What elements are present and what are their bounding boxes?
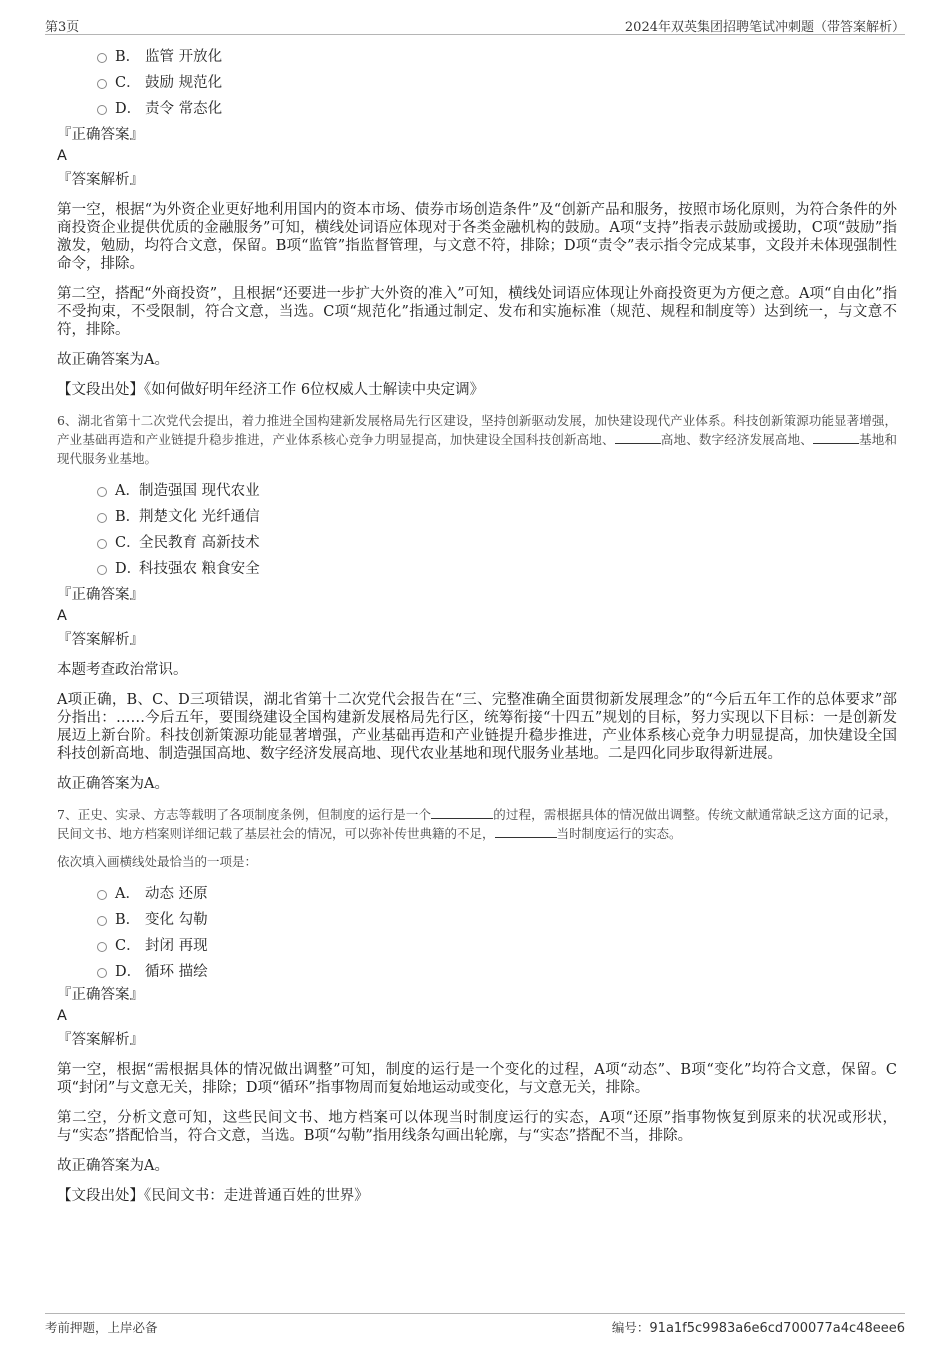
answer-blank xyxy=(615,431,661,444)
option-text: 监管 开放化 xyxy=(145,49,223,65)
question-stem xyxy=(57,411,897,468)
q5-option-c[interactable] xyxy=(97,70,897,96)
analysis-paragraph: 第一空，根据“为外资企业更好地利用国内的资本市场、债券市场创造条件”及“创新产品和服务，按照市场化原则，为符合条件的外商投资企业提供优质的金融服务”可知，横线处词语应体现对于各类金融机构的鼓励。A项“支持”指表示鼓励或援助，C项“鼓励”指激发，勉励，均符合文意，保留。B项“监管”指监督管理，与文意不符，排除；D项“责令”表示指令完成某事，文段并未体现强制性命令，排除。 xyxy=(57,202,897,272)
source-label: 【文段出处】 xyxy=(57,1188,144,1204)
analysis-label: 『答案解析』 xyxy=(57,632,144,648)
source-title: 《民间文书：走进普通百姓的世界》 xyxy=(144,1188,369,1204)
page-number: 第3页 xyxy=(45,20,80,35)
radio-icon[interactable] xyxy=(97,565,107,575)
question-5 xyxy=(57,44,897,399)
option-label: A． xyxy=(115,483,140,499)
analysis-conclusion: 故正确答案为A。 xyxy=(57,776,169,792)
correct-answer-label: 『正确答案』 xyxy=(57,587,144,603)
option-label: D． xyxy=(115,561,142,577)
q7-option-c[interactable] xyxy=(97,933,897,959)
radio-icon[interactable] xyxy=(97,890,107,900)
q7-option-a[interactable] xyxy=(97,881,897,907)
radio-icon[interactable] xyxy=(97,916,107,926)
stem-text: 7、正史、实录、方志等载明了各项制度条例，但制度的运行是一个 xyxy=(57,807,432,822)
option-label: D． xyxy=(115,964,142,980)
source-label: 【文段出处】 xyxy=(57,382,144,398)
stem-text: 当时制度运行的实态。 xyxy=(556,826,682,841)
option-text: 全民教育 高新技术 xyxy=(139,535,260,551)
source-title: 《如何做好明年经济工作 6位权威人士解读中央定调》 xyxy=(144,382,485,398)
page-header xyxy=(45,14,905,35)
q6-option-b[interactable] xyxy=(97,504,897,530)
code-value: 91a1f5c9983a6e6cd700077a4c48eee6 xyxy=(649,1321,905,1336)
analysis-paragraph: A项正确，B、C、D三项错误，湖北省第十二次党代会报告在“三、完整准确全面贯彻新发展理念”的“今后五年工作的总体要求”部分指出：……今后五年，要围绕建设全国构建新发展格局先行区，统筹衔接“十四五”规划的目标，努力实现以下目标：一是创新发展迈上新台阶。科技创新策源功能显著增强，产业基础再造和产业链提升稳步推进，产业体系核心竞争力明显提高，加快建设全国科技创新高地、制造强国高地、数字经济发展高地、现代农业基地和现代服务业基地。二是四化同步取得新进展。 xyxy=(57,692,897,762)
analysis-paragraph: 第二空，搭配“外商投资”，且根据“还要进一步扩大外资的准入”可知，横线处词语应体现让外商投资更为方便之意。A项“自由化”指不受拘束，不受限制，符合文意，当选。C项“规范化”指通过制定、发布和实施标准（规范、规程和制度等）达到统一，与文意不符，排除。 xyxy=(57,286,897,338)
correct-answer: A xyxy=(57,148,67,164)
option-text: 变化 勾勒 xyxy=(145,912,208,928)
radio-icon[interactable] xyxy=(97,942,107,952)
q6-options xyxy=(97,478,897,582)
source-citation xyxy=(57,381,897,399)
answer-blank xyxy=(431,806,493,819)
analysis-conclusion: 故正确答案为A。 xyxy=(57,352,169,368)
analysis-conclusion: 故正确答案为A。 xyxy=(57,1158,169,1174)
question-7 xyxy=(57,805,897,1205)
q7-options xyxy=(97,881,897,985)
radio-icon[interactable] xyxy=(97,487,107,497)
answer-blank xyxy=(495,825,557,838)
q6-option-c[interactable] xyxy=(97,530,897,556)
footer-slogan: 考前押题，上岸必备 xyxy=(45,1320,158,1335)
stem-text: 6、湖北省第十二次党代会提出，着力推进全国构建新发展格局先行区建设，坚持创新驱动发展，加快建设现代产业体系。科技创新策源功能显著增强，产业基础再造和产业链提升稳步推进，产业体系核心竞争力明显提高，加快建设全国科技创新高地、 xyxy=(57,413,897,447)
option-label: B． xyxy=(115,49,141,65)
analysis-label: 『答案解析』 xyxy=(57,1032,144,1048)
q7-option-b[interactable] xyxy=(97,907,897,933)
option-label: D． xyxy=(115,101,142,117)
option-text: 荆楚文化 光纤通信 xyxy=(139,509,260,525)
option-label: C． xyxy=(115,75,141,91)
correct-answer-label: 『正确答案』 xyxy=(57,127,144,143)
option-label: B． xyxy=(115,509,141,525)
correct-answer-label: 『正确答案』 xyxy=(57,987,144,1003)
radio-icon[interactable] xyxy=(97,105,107,115)
stem-text: 高地、数字经济发展高地、 xyxy=(660,432,813,447)
analysis-paragraph: 第一空，根据“需根据具体的情况做出调整”可知，制度的运行是一个变化的过程，A项“动态”、B项“变化”均符合文意，保留。C项“封闭”与文意无关，排除；D项“循环”指事物周而复始地运动或变化，与文意无关，排除。 xyxy=(57,1062,897,1096)
correct-answer: A xyxy=(57,608,67,624)
radio-icon[interactable] xyxy=(97,968,107,978)
analysis-paragraph: 本题考查政治常识。 xyxy=(57,662,188,678)
q5-option-d[interactable] xyxy=(97,96,897,122)
option-label: B． xyxy=(115,912,141,928)
analysis-paragraph: 第二空，分析文意可知，这些民间文书、地方档案可以体现当时制度运行的实态，A项“还原”指事物恢复到原来的状况或形状，与“实态”搭配恰当，符合文意，当选。B项“勾勒”指用线条勾画出轮廓，与“实态”搭配不当，排除。 xyxy=(57,1110,897,1144)
question-6 xyxy=(57,411,897,793)
stem-text: 的过程，需根据具体的情况做出调整。传统文献通常缺乏这方面的记录，民间文书、地方档案则详细记载了基层社会的情况，可以弥补传世典籍的不足， xyxy=(57,807,897,841)
main-content xyxy=(57,44,897,1205)
option-text: 封闭 再现 xyxy=(145,938,208,954)
radio-icon[interactable] xyxy=(97,53,107,63)
code-label: 编号： xyxy=(611,1320,650,1335)
correct-answer: A xyxy=(57,1008,67,1024)
option-text: 科技强农 粮食安全 xyxy=(139,561,260,577)
radio-icon[interactable] xyxy=(97,513,107,523)
option-text: 鼓励 规范化 xyxy=(145,75,223,91)
radio-icon[interactable] xyxy=(97,539,107,549)
q7-option-d[interactable] xyxy=(97,959,897,985)
analysis-label: 『答案解析』 xyxy=(57,172,144,188)
document-code xyxy=(612,1318,905,1336)
q6-option-a[interactable] xyxy=(97,478,897,504)
option-label: C． xyxy=(115,938,141,954)
option-label: A． xyxy=(115,886,140,902)
option-text: 责令 常态化 xyxy=(145,101,223,117)
page-footer xyxy=(45,1313,905,1336)
stem-text: 基地和现代服务业基地。 xyxy=(57,432,897,466)
option-text: 循环 描绘 xyxy=(145,964,208,980)
option-text: 制造强国 现代农业 xyxy=(139,483,260,499)
document-title: 2024年双英集团招聘笔试冲刺题（带答案解析） xyxy=(624,20,905,35)
source-citation xyxy=(57,1187,897,1205)
question-instruction: 依次填入画横线处最恰当的一项是： xyxy=(57,854,258,869)
option-label: C． xyxy=(115,535,141,551)
q6-option-d[interactable] xyxy=(97,556,897,582)
q5-options xyxy=(97,44,897,122)
option-text: 动态 还原 xyxy=(145,886,208,902)
q5-option-b[interactable] xyxy=(97,44,897,70)
radio-icon[interactable] xyxy=(97,79,107,89)
answer-blank xyxy=(813,431,859,444)
question-stem xyxy=(57,805,897,843)
